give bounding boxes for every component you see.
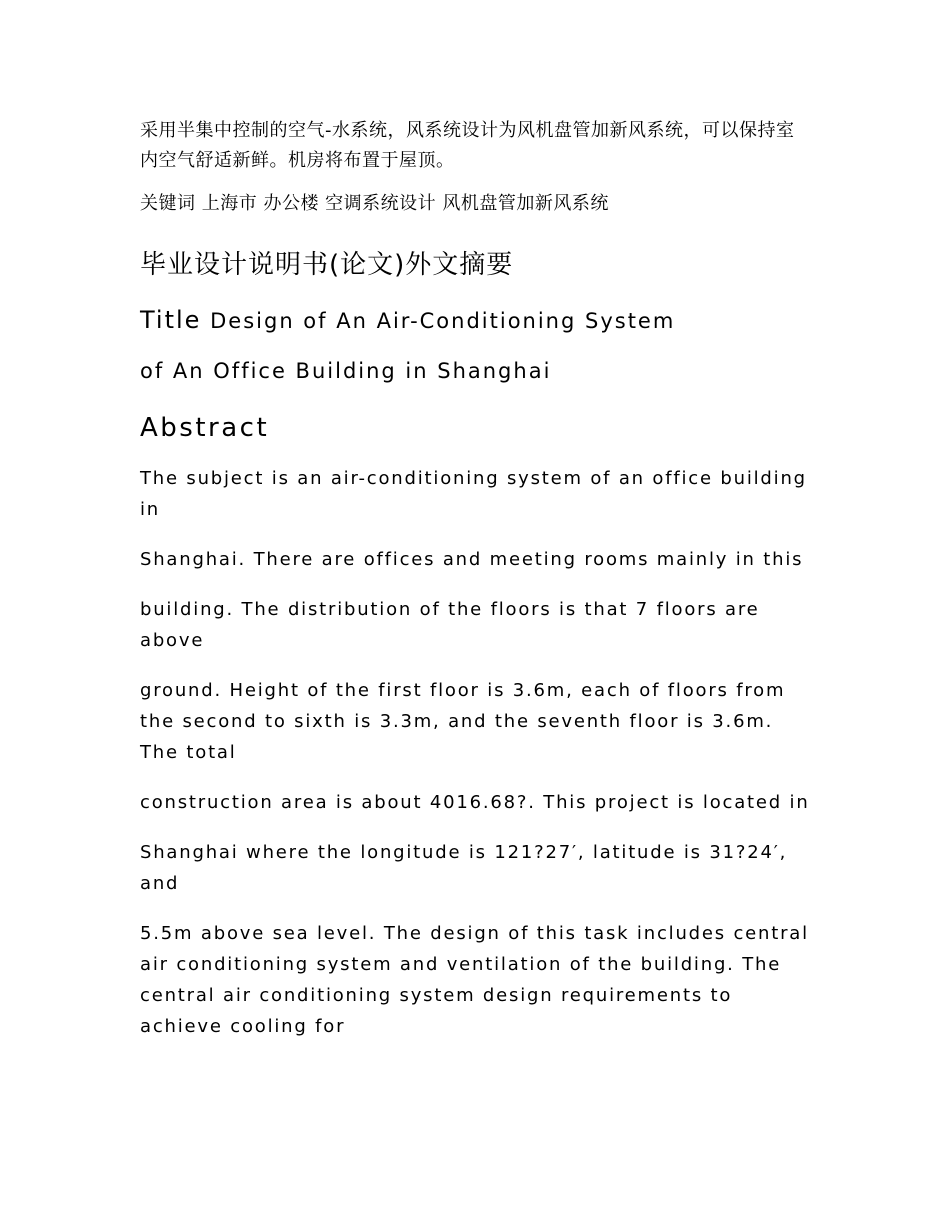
document-page xyxy=(140,116,810,1042)
title-text-line-1: Design of An Air-Conditioning System xyxy=(210,309,676,333)
foreign-abstract-heading: 毕业设计说明书(论文)外文摘要 xyxy=(140,250,514,280)
abstract-paragraph-4: ground. Height of the first floor is 3.6m, each of floors from the second to sixth is 3.3m, and the seventh floor is 3.6m. The total xyxy=(140,680,786,763)
chinese-abstract-paragraph: 采用半集中控制的空气-水系统，风系统设计为风机盘管加新风系统，可以保持室内空气舒适新鲜。机房将布置于屋顶。 xyxy=(140,120,795,171)
abstract-heading: Abstract xyxy=(140,413,270,443)
abstract-paragraph-3: building. The distribution of the floors is that 7 floors are above xyxy=(140,599,760,651)
title-label: Title xyxy=(140,306,202,334)
english-title-line-2: of An Office Building in Shanghai xyxy=(140,359,552,383)
abstract-paragraph-5: construction area is about 4016.68?. This project is located in xyxy=(140,792,810,813)
english-title-line-1 xyxy=(140,305,810,336)
abstract-paragraph-1: The subject is an air-conditioning system of an office building in xyxy=(140,468,807,520)
keywords-line xyxy=(140,189,810,219)
keywords-label: 关键词 xyxy=(140,193,196,214)
keywords-list: 上海市 办公楼 空调系统设计 风机盘管加新风系统 xyxy=(201,193,609,214)
abstract-paragraph-2: Shanghai. There are offices and meeting rooms mainly in this xyxy=(140,549,804,570)
abstract-paragraph-7: 5.5m above sea level. The design of this task includes central air conditioning system and ventilation of the building. The central air conditioning system design requirements to achieve cooling for xyxy=(140,923,809,1037)
abstract-paragraph-6: Shanghai where the longitude is 121?27′, latitude is 31?24′, and xyxy=(140,842,788,894)
